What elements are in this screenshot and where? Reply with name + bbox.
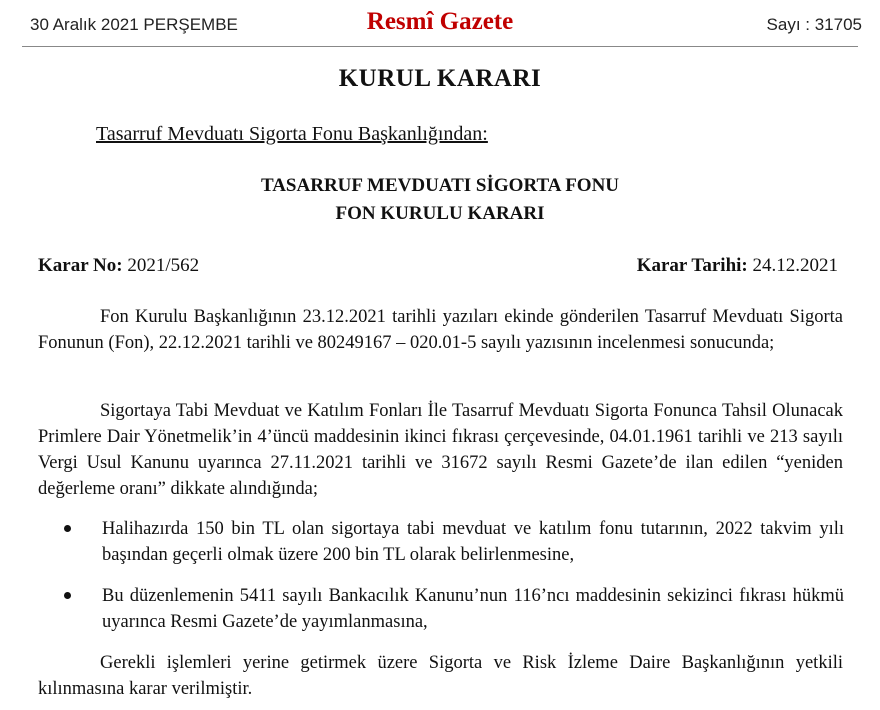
decision-date-value: 24.12.2021 (752, 255, 838, 276)
document-title (0, 172, 880, 228)
list-item (64, 516, 844, 568)
header-divider (22, 46, 858, 47)
issuer-line: Tasarruf Mevduatı Sigorta Fonu Başkanlığından: (96, 123, 488, 145)
document-title-line1: TASARRUF MEVDUATI SİGORTA FONU (260, 175, 620, 196)
paragraph-1: Fon Kurulu Başkanlığının 23.12.2021 tarihli yazıları ekinde gönderilen Tasarruf Mevduatı Sigorta Fonunun (Fon), 22.12.2021 tarihli ve 80249167 – 020.01-5 sayılı yazısının incelenmesi sonucunda; (38, 307, 843, 353)
decision-date (637, 255, 838, 277)
decision-number (38, 255, 199, 277)
document-title-line2: FON KURULU KARARI (335, 203, 545, 224)
bullet-icon (64, 525, 71, 532)
list-item-text: Halihazırda 150 bin TL olan sigortaya tabi mevduat ve katılım fonu tutarının, 2022 takvim yılı başından geçerli olmak üzere 200 bin TL olarak belirlenmesine, (102, 519, 844, 565)
gazette-title: Resmî Gazete (366, 8, 514, 35)
paragraph-2: Sigortaya Tabi Mevduat ve Katılım Fonları İle Tasarruf Mevduatı Sigorta Fonunca Tahsil Olunacak Primlere Dair Yönetmelik’in 4’üncü maddesinin ikinci fıkrası çerçevesinde, 04.01.1961 tarihli ve 213 sayılı Vergi Usul Kanunu uyarınca 27.11.2021 tarihli ve 31672 sayılı Resmi Gazete’de ilan edilen “yeniden değerleme oranı” dikkate alındığında; (38, 401, 843, 499)
decision-number-label: Karar No: (38, 255, 123, 276)
bullet-icon (64, 592, 71, 599)
publication-date: 30 Aralık 2021 PERŞEMBE (30, 15, 238, 34)
gazette-header (0, 0, 880, 50)
list-item-text: Bu düzenlemenin 5411 sayılı Bankacılık Kanunu’nun 116’ncı maddesinin sekizinci fıkrası hükmü uyarınca Resmi Gazete’de yayımlanmasına, (102, 586, 844, 632)
section-title: KURUL KARARI (338, 65, 542, 92)
paragraph-3: Gerekli işlemleri yerine getirmek üzere Sigorta ve Risk İzleme Daire Başkanlığının yetkili kılınmasına karar verilmiştir. (38, 653, 843, 699)
decision-date-label: Karar Tarihi: (636, 255, 748, 276)
list-item (64, 583, 844, 635)
decision-number-value: 2021/562 (127, 255, 200, 276)
issue-number: Sayı : 31705 (766, 15, 862, 34)
